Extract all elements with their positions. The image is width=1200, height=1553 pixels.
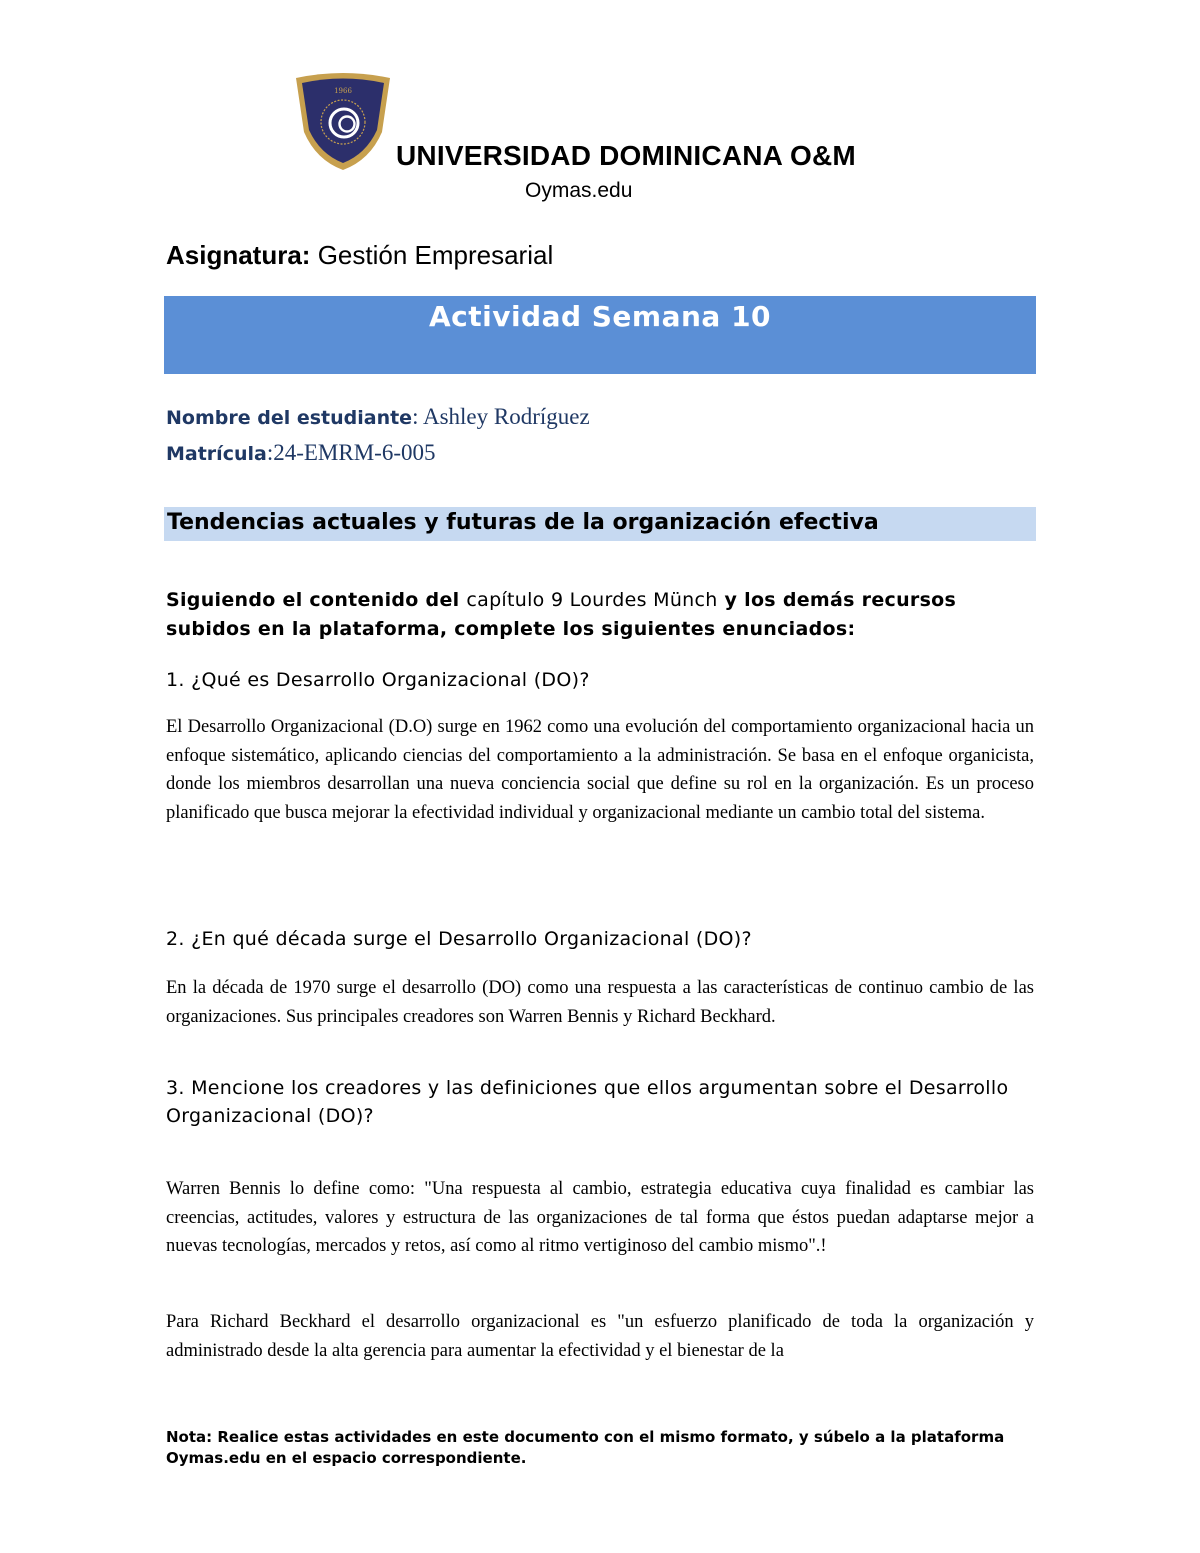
- answer-1: El Desarrollo Organizacional (D.O) surge en 1962 como una evolución del comportamiento organizacional hacia un enfoque sistemático, aplicando ciencias del comportamiento a la administración. Se basa en el enfoque organicista, donde los miembros desarrollan una nueva conciencia social que define su rol en la organización. Es un proceso planificado que busca mejorar la efectividad individual y organizacional mediante un cambio total del sistema.: [166, 717, 1034, 823]
- answer-3-bennis: Warren Bennis lo define como: "Una respuesta al cambio, estrategia educativa cuya finalidad es cambiar las creencias, actitudes, valores y estructura de las organizaciones de tal forma que éstos puedan adaptarse mejor a nuevas tecnologías, mercados y retos, así como al ritmo vertiginoso del cambio mismo".!: [166, 1179, 1034, 1256]
- student-name-value: Ashley Rodríguez: [422, 404, 590, 429]
- activity-title: Actividad Semana 10: [428, 300, 772, 333]
- answer-3-beckhard: Para Richard Beckhard el desarrollo organizacional es "un esfuerzo planificado de toda la organización y administrado desde la alta gerencia para aumentar la efectividad y el bienestar de la: [166, 1312, 1034, 1361]
- subject-value: Gestión Empresarial: [310, 240, 554, 270]
- question-2: 2. ¿En qué década surge el Desarrollo Organizacional (DO)?: [166, 928, 752, 950]
- activity-banner: [164, 296, 1036, 374]
- subject-line: [166, 240, 553, 271]
- footer-note: Nota: Realice estas actividades en este documento con el mismo formato, y súbelo a la plataforma Oymas.edu en el espacio correspondiente.: [166, 1428, 1005, 1467]
- section-bar: [164, 507, 1036, 541]
- university-site: Oymas.edu: [525, 179, 633, 202]
- question-1: 1. ¿Qué es Desarrollo Organizacional (DO)?: [166, 669, 590, 691]
- student-id-label: Matrícula: [166, 443, 267, 465]
- question-3: 3. Mencione los creadores y las definiciones que ellos argumentan sobre el Desarrollo Organizacional (DO)?: [166, 1077, 1009, 1127]
- university-seal-logo: [292, 72, 394, 172]
- svg-text:1966: 1966: [334, 87, 352, 95]
- answer-2: En la década de 1970 surge el desarrollo (DO) como una respuesta a las características de continuo cambio de las organizaciones. Sus principales creadores son Warren Bennis y Richard Beckhard.: [166, 978, 1034, 1027]
- instructions-part-1: Siguiendo el contenido del: [166, 589, 467, 611]
- student-name-line: [166, 404, 590, 430]
- instructions-part-3: y los demás recursos subidos en la plataforma, complete los siguientes enunciados:: [166, 589, 957, 640]
- student-id-value: 24-EMRM-6-005: [273, 440, 436, 465]
- student-id-separator: :: [266, 440, 274, 465]
- student-name-label: Nombre del estudiante: [166, 407, 413, 429]
- instructions: [166, 586, 1046, 644]
- subject-label: Asignatura:: [166, 240, 311, 270]
- student-name-separator: :: [412, 404, 423, 429]
- student-id-line: [166, 440, 436, 466]
- instructions-chapter-ref: capítulo 9 Lourdes Münch: [466, 589, 718, 611]
- university-name: UNIVERSIDAD DOMINICANA O&M: [396, 140, 856, 171]
- section-title: Tendencias actuales y futuras de la organización efectiva: [167, 510, 879, 535]
